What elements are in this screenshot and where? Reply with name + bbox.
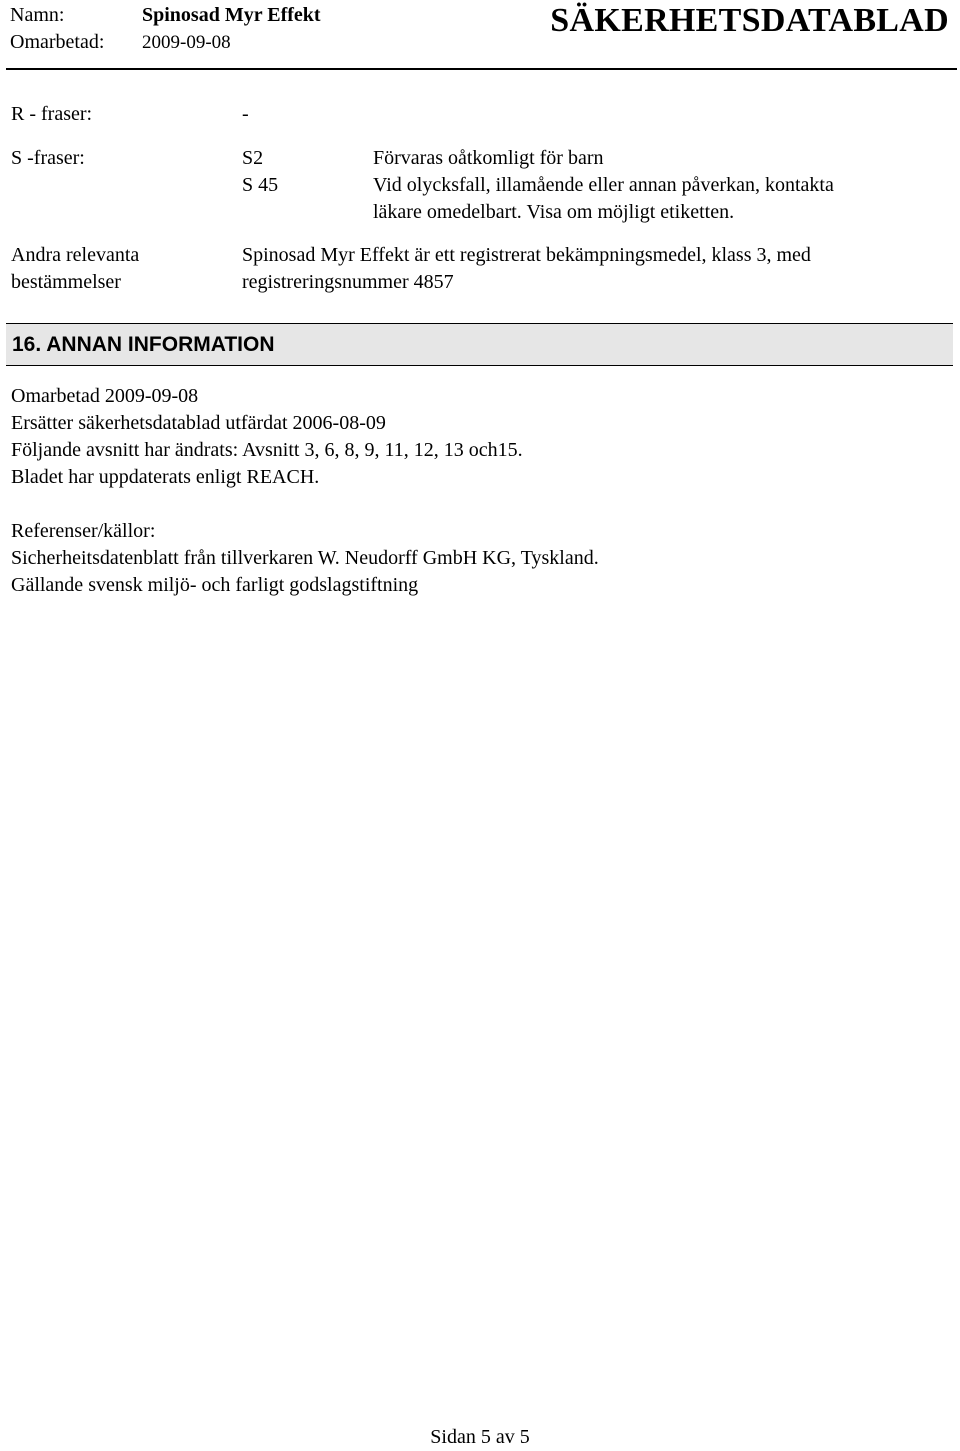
reference-line: Gällande svensk miljö- och farligt godslagstiftning [11, 574, 419, 596]
r-phrases-label: R - fraser: [11, 103, 93, 125]
document-title: SÄKERHETSDATABLAD [550, 2, 949, 39]
info-line: Ersätter säkerhetsdatablad utfärdat 2006-08-09 [11, 412, 386, 434]
s-phrase-text: läkare omedelbart. Visa om möjligt etiketten. [373, 201, 735, 223]
header-divider [6, 68, 957, 70]
revised-label: Omarbetad: [10, 31, 105, 53]
section-16-header [6, 323, 953, 366]
revised-date: 2009-09-08 [142, 32, 231, 53]
page-number: Sidan 5 av 5 [430, 1426, 530, 1448]
other-regulations-label: bestämmelser [11, 271, 121, 293]
references-heading: Referenser/källor: [11, 520, 156, 542]
info-line: Följande avsnitt har ändrats: Avsnitt 3, 6, 8, 9, 11, 12, 13 och15. [11, 439, 523, 461]
s-phrase-code: S2 [242, 147, 264, 169]
info-line: Omarbetad 2009-09-08 [11, 385, 199, 407]
s-phrase-text: Förvaras oåtkomligt för barn [373, 147, 604, 169]
other-regulations-text: Spinosad Myr Effekt är ett registrerat bekämpningsmedel, klass 3, med [242, 244, 811, 266]
s-phrase-code: S 45 [242, 174, 279, 196]
other-regulations-text: registreringsnummer 4857 [242, 271, 454, 293]
info-line: Bladet har uppdaterats enligt REACH. [11, 466, 320, 488]
s-phrase-text: Vid olycksfall, illamående eller annan påverkan, kontakta [373, 174, 834, 196]
product-name: Spinosad Myr Effekt [142, 4, 321, 26]
r-phrases-value: - [242, 103, 249, 125]
section-16-title: 16. ANNAN INFORMATION [12, 333, 275, 356]
s-phrases-label: S -fraser: [11, 147, 85, 169]
other-regulations-label: Andra relevanta [11, 244, 140, 266]
reference-line: Sicherheitsdatenblatt från tillverkaren W. Neudorff GmbH KG, Tyskland. [11, 547, 599, 569]
name-label: Namn: [10, 4, 65, 26]
